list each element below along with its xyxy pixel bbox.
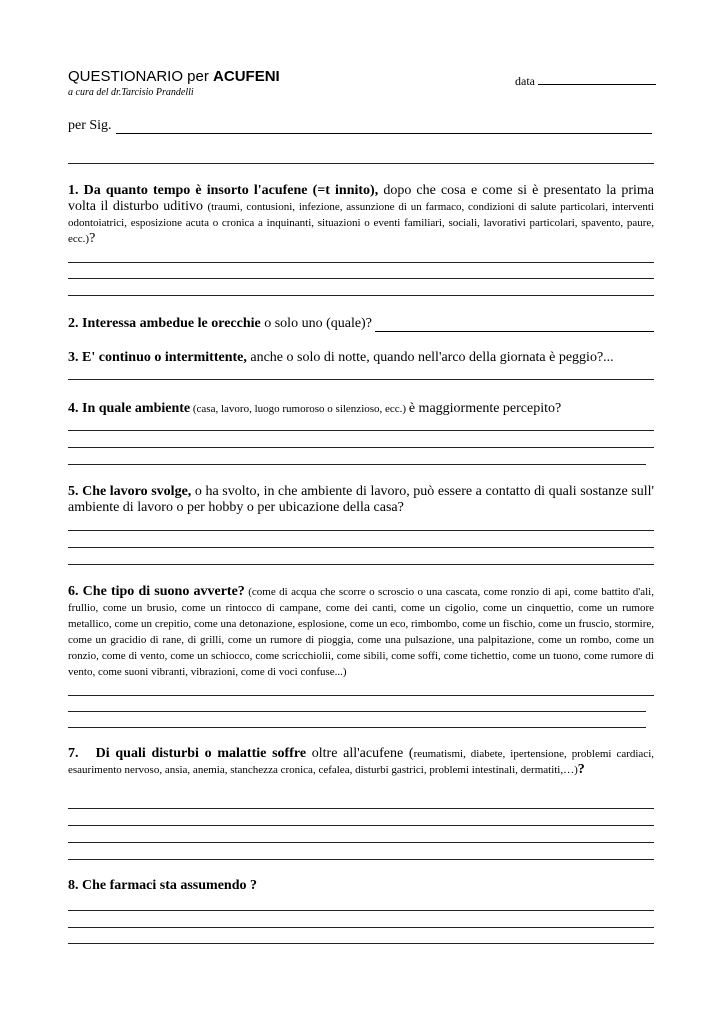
date-field[interactable] — [515, 73, 656, 89]
answer-line[interactable] — [68, 295, 654, 296]
question-1-examples: (traumi, contusioni, infezione, assunzione di un farmaco, condizioni di salute particolari, interventi odontoiatrici, esposizione acuta o cronica a inquinanti, situazioni o eventi familiari, sociali, lavorativi particolari, spavento, paure, ecc.) — [68, 201, 654, 245]
question-6-bold: 6. Che tipo di suono avverte? — [68, 584, 245, 599]
answer-line[interactable] — [68, 278, 654, 279]
question-8-bold: 8. Che farmaci sta assumendo ? — [68, 878, 257, 893]
answer-line[interactable] — [68, 808, 654, 809]
answer-blank[interactable] — [375, 319, 654, 332]
question-7-end: ? — [577, 762, 585, 777]
question-3-bold: 3. E' continuo o intermittente, — [68, 350, 247, 365]
date-label: data — [515, 74, 535, 88]
patient-name-blank[interactable] — [116, 121, 652, 134]
question-3-text: anche o solo di notte, quando nell'arco della giornata è peggio?... — [246, 350, 614, 365]
answer-line[interactable] — [68, 464, 646, 465]
subtitle: a cura del dr.Tarcisio Prandelli — [68, 87, 194, 98]
answer-line[interactable] — [68, 825, 654, 826]
answer-line[interactable] — [68, 379, 654, 380]
question-1 — [68, 183, 654, 247]
answer-line[interactable] — [68, 163, 654, 164]
question-1-end: ? — [89, 231, 96, 246]
answer-line[interactable] — [68, 547, 654, 548]
question-5-bold: 5. Che lavoro svolge, — [68, 484, 192, 499]
page-title — [68, 68, 280, 85]
patient-label: per Sig. — [68, 118, 112, 133]
title-bold: ACUFENI — [213, 68, 280, 85]
answer-line[interactable] — [68, 842, 654, 843]
question-4-text: è maggiormente percepito? — [408, 401, 562, 416]
title-prefix: QUESTIONARIO per — [68, 68, 214, 85]
answer-line[interactable] — [68, 927, 654, 928]
question-6 — [68, 584, 654, 680]
answer-line[interactable] — [68, 695, 654, 696]
answer-line[interactable] — [68, 564, 654, 565]
question-4-examples: (casa, lavoro, luogo rumoroso o silenzioso, ecc.) — [190, 403, 409, 415]
question-1-bold: 1. Da quanto tempo è insorto l'acufene (=t innito), — [68, 183, 379, 198]
question-1-text: dopo che cosa e come si è presentato la prima volta il disturbo uditivo — [68, 183, 654, 214]
question-4 — [68, 401, 654, 417]
question-2 — [68, 316, 654, 332]
answer-line[interactable] — [68, 430, 654, 431]
answer-line[interactable] — [68, 711, 646, 712]
answer-line[interactable] — [68, 859, 654, 860]
question-6-examples: (come di acqua che scorre o scroscio o una cascata, come ronzio di api, come battito d'ali, frullio, come un brusio, come un rintocco di campane, come dei canti, come un cigolio, come un cinquettio, come un rumore metallico, come un crepitio, come una detonazione, esplosione, come un eco, rimbombo, come un fischio, come un fruscio, stormire, come un gracidio di rane, di grilli, come un rumore di pioggia, come una pulsazione, una palpitazione, come un rombo, come un ronzio, come di vento, come un schiocco, come scricchiolii, come sibili, come soffi, come tichettio, come un tuono, come rumore di vento, come suoni vibranti, vibrazioni, come di voci confuse...) — [68, 586, 654, 678]
patient-name-field[interactable] — [68, 118, 652, 134]
question-2-text: o solo uno (quale)? — [260, 316, 376, 331]
answer-line[interactable] — [68, 943, 654, 944]
question-7-examples: reumatismi, diabete, ipertensione, problemi cardiaci, esaurimento nervoso, ansia, anemia, stanchezza cronica, cefalea, disturbi gastrici, problemi intestinali, dermatiti,…) — [68, 748, 655, 776]
question-5-text: o ha svolto, in che ambiente di lavoro, può essere a contatto di quali sostanze sull' ambiente di lavoro o per hobby o per ubicazione della casa? — [68, 484, 654, 515]
question-5 — [68, 484, 654, 516]
date-blank[interactable] — [538, 73, 656, 85]
answer-line[interactable] — [68, 910, 654, 911]
answer-line[interactable] — [68, 727, 646, 728]
question-8 — [68, 878, 654, 894]
question-7-text: oltre all'acufene ( — [306, 746, 414, 761]
question-3 — [68, 350, 654, 366]
question-7 — [68, 746, 654, 778]
question-7-bold: 7. Di quali disturbi o malattie soffre — [68, 746, 307, 761]
question-4-bold: 4. In quale ambiente — [68, 401, 191, 416]
question-2-bold: 2. Interessa ambedue le orecchie — [68, 316, 261, 331]
answer-line[interactable] — [68, 447, 654, 448]
answer-line[interactable] — [68, 262, 654, 263]
answer-line[interactable] — [68, 530, 654, 531]
